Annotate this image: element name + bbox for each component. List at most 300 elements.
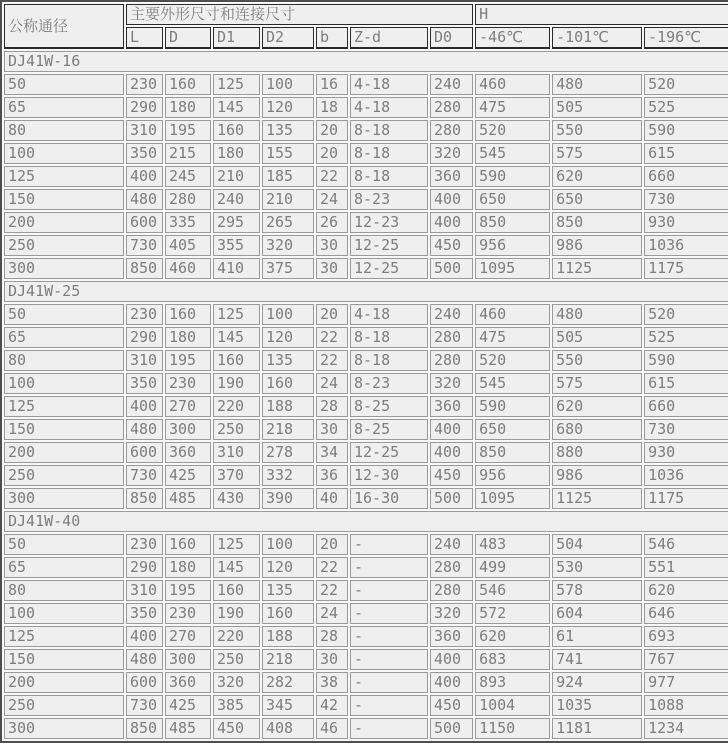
value-cell: 520 bbox=[475, 120, 550, 141]
data-row bbox=[4, 373, 728, 394]
value-cell: 120 bbox=[262, 327, 314, 348]
value-cell: 400 bbox=[430, 189, 473, 210]
value-cell: 370 bbox=[213, 465, 260, 486]
header-col-minus101C: -101℃ bbox=[552, 27, 642, 49]
value-cell: - bbox=[350, 534, 428, 555]
value-cell: 1234 bbox=[644, 718, 728, 739]
value-cell: 145 bbox=[213, 97, 260, 118]
value-cell: 20 bbox=[316, 120, 348, 141]
nominal-diameter-cell: 65 bbox=[4, 97, 124, 118]
value-cell: 850 bbox=[552, 212, 642, 233]
value-cell: 210 bbox=[213, 166, 260, 187]
nominal-diameter-cell: 250 bbox=[4, 465, 124, 486]
value-cell: 8-18 bbox=[350, 166, 428, 187]
value-cell: 408 bbox=[262, 718, 314, 739]
value-cell: 400 bbox=[126, 396, 163, 417]
value-cell: 1175 bbox=[644, 258, 728, 279]
value-cell: 270 bbox=[165, 626, 211, 647]
data-row bbox=[4, 396, 728, 417]
value-cell: 660 bbox=[644, 396, 728, 417]
value-cell: 850 bbox=[475, 442, 550, 463]
value-cell: 520 bbox=[644, 74, 728, 95]
value-cell: 12-30 bbox=[350, 465, 428, 486]
value-cell: 42 bbox=[316, 695, 348, 716]
nominal-diameter-cell: 300 bbox=[4, 258, 124, 279]
value-cell: 250 bbox=[213, 649, 260, 670]
value-cell: - bbox=[350, 718, 428, 739]
section-row bbox=[4, 511, 728, 532]
section-title: DJ41W-16 bbox=[4, 51, 728, 72]
header-col-D: D bbox=[165, 27, 211, 49]
value-cell: 160 bbox=[213, 580, 260, 601]
header-col-b: b bbox=[316, 27, 348, 49]
value-cell: 400 bbox=[126, 166, 163, 187]
data-row bbox=[4, 166, 728, 187]
value-cell: 345 bbox=[262, 695, 314, 716]
value-cell: 280 bbox=[430, 580, 473, 601]
nominal-diameter-cell: 200 bbox=[4, 672, 124, 693]
value-cell: 930 bbox=[644, 442, 728, 463]
value-cell: 1125 bbox=[552, 488, 642, 509]
value-cell: 160 bbox=[165, 304, 211, 325]
value-cell: 590 bbox=[475, 396, 550, 417]
value-cell: 230 bbox=[165, 603, 211, 624]
value-cell: 360 bbox=[430, 626, 473, 647]
value-cell: 34 bbox=[316, 442, 348, 463]
nominal-diameter-cell: 250 bbox=[4, 235, 124, 256]
header-col-minus46C: -46℃ bbox=[475, 27, 550, 49]
value-cell: 924 bbox=[552, 672, 642, 693]
value-cell: 450 bbox=[430, 465, 473, 486]
value-cell: 880 bbox=[552, 442, 642, 463]
value-cell: 240 bbox=[430, 74, 473, 95]
value-cell: 278 bbox=[262, 442, 314, 463]
section-title: DJ41W-40 bbox=[4, 511, 728, 532]
header-nominal-diameter: 公称通径 bbox=[4, 4, 124, 49]
value-cell: 26 bbox=[316, 212, 348, 233]
value-cell: 956 bbox=[475, 235, 550, 256]
value-cell: 215 bbox=[165, 143, 211, 164]
value-cell: 18 bbox=[316, 97, 348, 118]
value-cell: 300 bbox=[165, 649, 211, 670]
value-cell: 480 bbox=[126, 189, 163, 210]
value-cell: 185 bbox=[262, 166, 314, 187]
data-row bbox=[4, 442, 728, 463]
data-row bbox=[4, 557, 728, 578]
value-cell: 1036 bbox=[644, 235, 728, 256]
value-cell: 551 bbox=[644, 557, 728, 578]
value-cell: 620 bbox=[644, 580, 728, 601]
value-cell: 730 bbox=[126, 695, 163, 716]
value-cell: 986 bbox=[552, 235, 642, 256]
data-row bbox=[4, 465, 728, 486]
value-cell: 195 bbox=[165, 120, 211, 141]
nominal-diameter-cell: 100 bbox=[4, 373, 124, 394]
value-cell: 620 bbox=[475, 626, 550, 647]
value-cell: 12-23 bbox=[350, 212, 428, 233]
nominal-diameter-cell: 100 bbox=[4, 143, 124, 164]
value-cell: 320 bbox=[430, 143, 473, 164]
value-cell: 650 bbox=[552, 189, 642, 210]
value-cell: 28 bbox=[316, 626, 348, 647]
value-cell: 22 bbox=[316, 557, 348, 578]
value-cell: 8-23 bbox=[350, 189, 428, 210]
value-cell: 310 bbox=[126, 350, 163, 371]
value-cell: 500 bbox=[430, 488, 473, 509]
value-cell: 480 bbox=[552, 304, 642, 325]
value-cell: 30 bbox=[316, 649, 348, 670]
value-cell: 615 bbox=[644, 373, 728, 394]
nominal-diameter-cell: 300 bbox=[4, 718, 124, 739]
nominal-diameter-cell: 65 bbox=[4, 327, 124, 348]
data-row bbox=[4, 603, 728, 624]
value-cell: 850 bbox=[126, 258, 163, 279]
value-cell: 210 bbox=[262, 189, 314, 210]
header-row-1 bbox=[4, 4, 728, 25]
value-cell: 135 bbox=[262, 350, 314, 371]
value-cell: 1181 bbox=[552, 718, 642, 739]
value-cell: 332 bbox=[262, 465, 314, 486]
value-cell: - bbox=[350, 695, 428, 716]
value-cell: 40 bbox=[316, 488, 348, 509]
value-cell: 120 bbox=[262, 557, 314, 578]
value-cell: 360 bbox=[430, 166, 473, 187]
value-cell: 22 bbox=[316, 580, 348, 601]
value-cell: 240 bbox=[213, 189, 260, 210]
value-cell: 4-18 bbox=[350, 304, 428, 325]
value-cell: 425 bbox=[165, 695, 211, 716]
value-cell: 290 bbox=[126, 327, 163, 348]
value-cell: 160 bbox=[262, 603, 314, 624]
value-cell: 245 bbox=[165, 166, 211, 187]
value-cell: 22 bbox=[316, 327, 348, 348]
value-cell: 320 bbox=[430, 603, 473, 624]
value-cell: 180 bbox=[165, 327, 211, 348]
value-cell: 600 bbox=[126, 672, 163, 693]
value-cell: - bbox=[350, 649, 428, 670]
value-cell: 480 bbox=[552, 74, 642, 95]
value-cell: 120 bbox=[262, 97, 314, 118]
value-cell: 250 bbox=[213, 419, 260, 440]
value-cell: 1125 bbox=[552, 258, 642, 279]
value-cell: 520 bbox=[475, 350, 550, 371]
value-cell: 485 bbox=[165, 718, 211, 739]
value-cell: 550 bbox=[552, 120, 642, 141]
value-cell: 741 bbox=[552, 649, 642, 670]
value-cell: 545 bbox=[475, 373, 550, 394]
data-row bbox=[4, 212, 728, 233]
value-cell: 930 bbox=[644, 212, 728, 233]
value-cell: 195 bbox=[165, 350, 211, 371]
value-cell: 977 bbox=[644, 672, 728, 693]
section-row bbox=[4, 51, 728, 72]
value-cell: 30 bbox=[316, 258, 348, 279]
value-cell: 160 bbox=[165, 534, 211, 555]
value-cell: 280 bbox=[430, 120, 473, 141]
value-cell: 575 bbox=[552, 373, 642, 394]
value-cell: 230 bbox=[126, 74, 163, 95]
value-cell: 450 bbox=[430, 235, 473, 256]
value-cell: 310 bbox=[126, 120, 163, 141]
value-cell: 240 bbox=[430, 534, 473, 555]
value-cell: 1088 bbox=[644, 695, 728, 716]
value-cell: 730 bbox=[644, 419, 728, 440]
value-cell: 8-25 bbox=[350, 396, 428, 417]
value-cell: 956 bbox=[475, 465, 550, 486]
data-row bbox=[4, 143, 728, 164]
value-cell: 20 bbox=[316, 304, 348, 325]
value-cell: 290 bbox=[126, 557, 163, 578]
value-cell: - bbox=[350, 580, 428, 601]
value-cell: 525 bbox=[644, 327, 728, 348]
data-row bbox=[4, 718, 728, 739]
data-row bbox=[4, 258, 728, 279]
value-cell: 450 bbox=[430, 695, 473, 716]
data-row bbox=[4, 672, 728, 693]
data-row bbox=[4, 97, 728, 118]
value-cell: 1035 bbox=[552, 695, 642, 716]
section-row bbox=[4, 281, 728, 302]
value-cell: 280 bbox=[430, 327, 473, 348]
value-cell: 480 bbox=[126, 649, 163, 670]
data-row bbox=[4, 580, 728, 601]
value-cell: 575 bbox=[552, 143, 642, 164]
value-cell: 310 bbox=[213, 442, 260, 463]
value-cell: 475 bbox=[475, 327, 550, 348]
value-cell: 28 bbox=[316, 396, 348, 417]
value-cell: 480 bbox=[126, 419, 163, 440]
value-cell: 188 bbox=[262, 626, 314, 647]
value-cell: 350 bbox=[126, 373, 163, 394]
value-cell: 195 bbox=[165, 580, 211, 601]
nominal-diameter-cell: 100 bbox=[4, 603, 124, 624]
value-cell: 1095 bbox=[475, 258, 550, 279]
value-cell: 310 bbox=[126, 580, 163, 601]
value-cell: 505 bbox=[552, 327, 642, 348]
value-cell: 578 bbox=[552, 580, 642, 601]
nominal-diameter-cell: 125 bbox=[4, 166, 124, 187]
value-cell: 425 bbox=[165, 465, 211, 486]
value-cell: 240 bbox=[430, 304, 473, 325]
value-cell: 218 bbox=[262, 419, 314, 440]
value-cell: 280 bbox=[165, 189, 211, 210]
value-cell: 525 bbox=[644, 97, 728, 118]
value-cell: 125 bbox=[213, 304, 260, 325]
value-cell: 145 bbox=[213, 327, 260, 348]
value-cell: 730 bbox=[644, 189, 728, 210]
value-cell: 100 bbox=[262, 534, 314, 555]
value-cell: 572 bbox=[475, 603, 550, 624]
value-cell: 30 bbox=[316, 419, 348, 440]
value-cell: 385 bbox=[213, 695, 260, 716]
value-cell: 545 bbox=[475, 143, 550, 164]
value-cell: 12-25 bbox=[350, 258, 428, 279]
data-row bbox=[4, 649, 728, 670]
value-cell: 1175 bbox=[644, 488, 728, 509]
nominal-diameter-cell: 80 bbox=[4, 580, 124, 601]
value-cell: 505 bbox=[552, 97, 642, 118]
value-cell: - bbox=[350, 603, 428, 624]
nominal-diameter-cell: 125 bbox=[4, 626, 124, 647]
header-col-minus196C: -196℃ bbox=[644, 27, 728, 49]
value-cell: 295 bbox=[213, 212, 260, 233]
value-cell: 499 bbox=[475, 557, 550, 578]
value-cell: 400 bbox=[430, 672, 473, 693]
table-header bbox=[4, 4, 728, 49]
value-cell: 350 bbox=[126, 143, 163, 164]
value-cell: 1004 bbox=[475, 695, 550, 716]
value-cell: 850 bbox=[475, 212, 550, 233]
value-cell: 160 bbox=[262, 373, 314, 394]
value-cell: 230 bbox=[126, 304, 163, 325]
value-cell: 270 bbox=[165, 396, 211, 417]
nominal-diameter-cell: 150 bbox=[4, 419, 124, 440]
value-cell: 683 bbox=[475, 649, 550, 670]
value-cell: 12-25 bbox=[350, 442, 428, 463]
value-cell: 410 bbox=[213, 258, 260, 279]
value-cell: 4-18 bbox=[350, 74, 428, 95]
data-row bbox=[4, 120, 728, 141]
value-cell: 590 bbox=[644, 350, 728, 371]
table-body bbox=[4, 51, 728, 739]
value-cell: 604 bbox=[552, 603, 642, 624]
value-cell: 290 bbox=[126, 97, 163, 118]
header-h-group: H bbox=[475, 4, 728, 25]
data-row bbox=[4, 327, 728, 348]
data-row bbox=[4, 235, 728, 256]
value-cell: 850 bbox=[126, 488, 163, 509]
value-cell: 320 bbox=[213, 672, 260, 693]
value-cell: 360 bbox=[430, 396, 473, 417]
value-cell: 615 bbox=[644, 143, 728, 164]
value-cell: 400 bbox=[126, 626, 163, 647]
header-col-D2: D2 bbox=[262, 27, 314, 49]
value-cell: 375 bbox=[262, 258, 314, 279]
value-cell: 460 bbox=[165, 258, 211, 279]
value-cell: 650 bbox=[475, 189, 550, 210]
value-cell: 355 bbox=[213, 235, 260, 256]
nominal-diameter-cell: 300 bbox=[4, 488, 124, 509]
value-cell: 450 bbox=[213, 718, 260, 739]
value-cell: 590 bbox=[644, 120, 728, 141]
value-cell: 646 bbox=[644, 603, 728, 624]
value-cell: 24 bbox=[316, 189, 348, 210]
value-cell: 265 bbox=[262, 212, 314, 233]
value-cell: 282 bbox=[262, 672, 314, 693]
value-cell: 1036 bbox=[644, 465, 728, 486]
value-cell: 220 bbox=[213, 396, 260, 417]
value-cell: 24 bbox=[316, 373, 348, 394]
data-row bbox=[4, 695, 728, 716]
data-row bbox=[4, 189, 728, 210]
data-row bbox=[4, 626, 728, 647]
value-cell: 155 bbox=[262, 143, 314, 164]
nominal-diameter-cell: 50 bbox=[4, 74, 124, 95]
nominal-diameter-cell: 50 bbox=[4, 534, 124, 555]
value-cell: 400 bbox=[430, 649, 473, 670]
value-cell: 188 bbox=[262, 396, 314, 417]
value-cell: 460 bbox=[475, 304, 550, 325]
value-cell: 485 bbox=[165, 488, 211, 509]
value-cell: 230 bbox=[126, 534, 163, 555]
value-cell: 500 bbox=[430, 718, 473, 739]
value-cell: 620 bbox=[552, 396, 642, 417]
value-cell: 280 bbox=[430, 557, 473, 578]
value-cell: 8-18 bbox=[350, 327, 428, 348]
value-cell: 693 bbox=[644, 626, 728, 647]
value-cell: 400 bbox=[430, 212, 473, 233]
value-cell: 218 bbox=[262, 649, 314, 670]
value-cell: 180 bbox=[165, 557, 211, 578]
data-row bbox=[4, 534, 728, 555]
value-cell: 230 bbox=[165, 373, 211, 394]
value-cell: 483 bbox=[475, 534, 550, 555]
value-cell: 125 bbox=[213, 534, 260, 555]
value-cell: 320 bbox=[430, 373, 473, 394]
value-cell: 986 bbox=[552, 465, 642, 486]
value-cell: 300 bbox=[165, 419, 211, 440]
value-cell: 730 bbox=[126, 235, 163, 256]
value-cell: - bbox=[350, 672, 428, 693]
value-cell: 100 bbox=[262, 74, 314, 95]
value-cell: 320 bbox=[262, 235, 314, 256]
value-cell: 16-30 bbox=[350, 488, 428, 509]
value-cell: 475 bbox=[475, 97, 550, 118]
value-cell: 546 bbox=[644, 534, 728, 555]
nominal-diameter-cell: 80 bbox=[4, 120, 124, 141]
value-cell: 4-18 bbox=[350, 97, 428, 118]
value-cell: 160 bbox=[213, 120, 260, 141]
data-row bbox=[4, 419, 728, 440]
value-cell: 460 bbox=[475, 74, 550, 95]
value-cell: - bbox=[350, 557, 428, 578]
value-cell: 893 bbox=[475, 672, 550, 693]
value-cell: 680 bbox=[552, 419, 642, 440]
value-cell: 590 bbox=[475, 166, 550, 187]
nominal-diameter-cell: 150 bbox=[4, 649, 124, 670]
value-cell: 400 bbox=[430, 419, 473, 440]
value-cell: 405 bbox=[165, 235, 211, 256]
data-row bbox=[4, 304, 728, 325]
value-cell: 20 bbox=[316, 534, 348, 555]
section-title: DJ41W-25 bbox=[4, 281, 728, 302]
value-cell: 850 bbox=[126, 718, 163, 739]
data-row bbox=[4, 488, 728, 509]
value-cell: 160 bbox=[165, 74, 211, 95]
value-cell: 135 bbox=[262, 120, 314, 141]
value-cell: 1150 bbox=[475, 718, 550, 739]
value-cell: 650 bbox=[475, 419, 550, 440]
header-col-L: L bbox=[126, 27, 163, 49]
header-col-Zd: Z-d bbox=[350, 27, 428, 49]
data-row bbox=[4, 350, 728, 371]
nominal-diameter-cell: 65 bbox=[4, 557, 124, 578]
value-cell: 504 bbox=[552, 534, 642, 555]
value-cell: 600 bbox=[126, 442, 163, 463]
value-cell: 145 bbox=[213, 557, 260, 578]
value-cell: 730 bbox=[126, 465, 163, 486]
value-cell: 46 bbox=[316, 718, 348, 739]
value-cell: 280 bbox=[430, 350, 473, 371]
nominal-diameter-cell: 80 bbox=[4, 350, 124, 371]
value-cell: 125 bbox=[213, 74, 260, 95]
value-cell: 160 bbox=[213, 350, 260, 371]
value-cell: 220 bbox=[213, 626, 260, 647]
value-cell: 350 bbox=[126, 603, 163, 624]
value-cell: 190 bbox=[213, 373, 260, 394]
value-cell: 100 bbox=[262, 304, 314, 325]
value-cell: 660 bbox=[644, 166, 728, 187]
